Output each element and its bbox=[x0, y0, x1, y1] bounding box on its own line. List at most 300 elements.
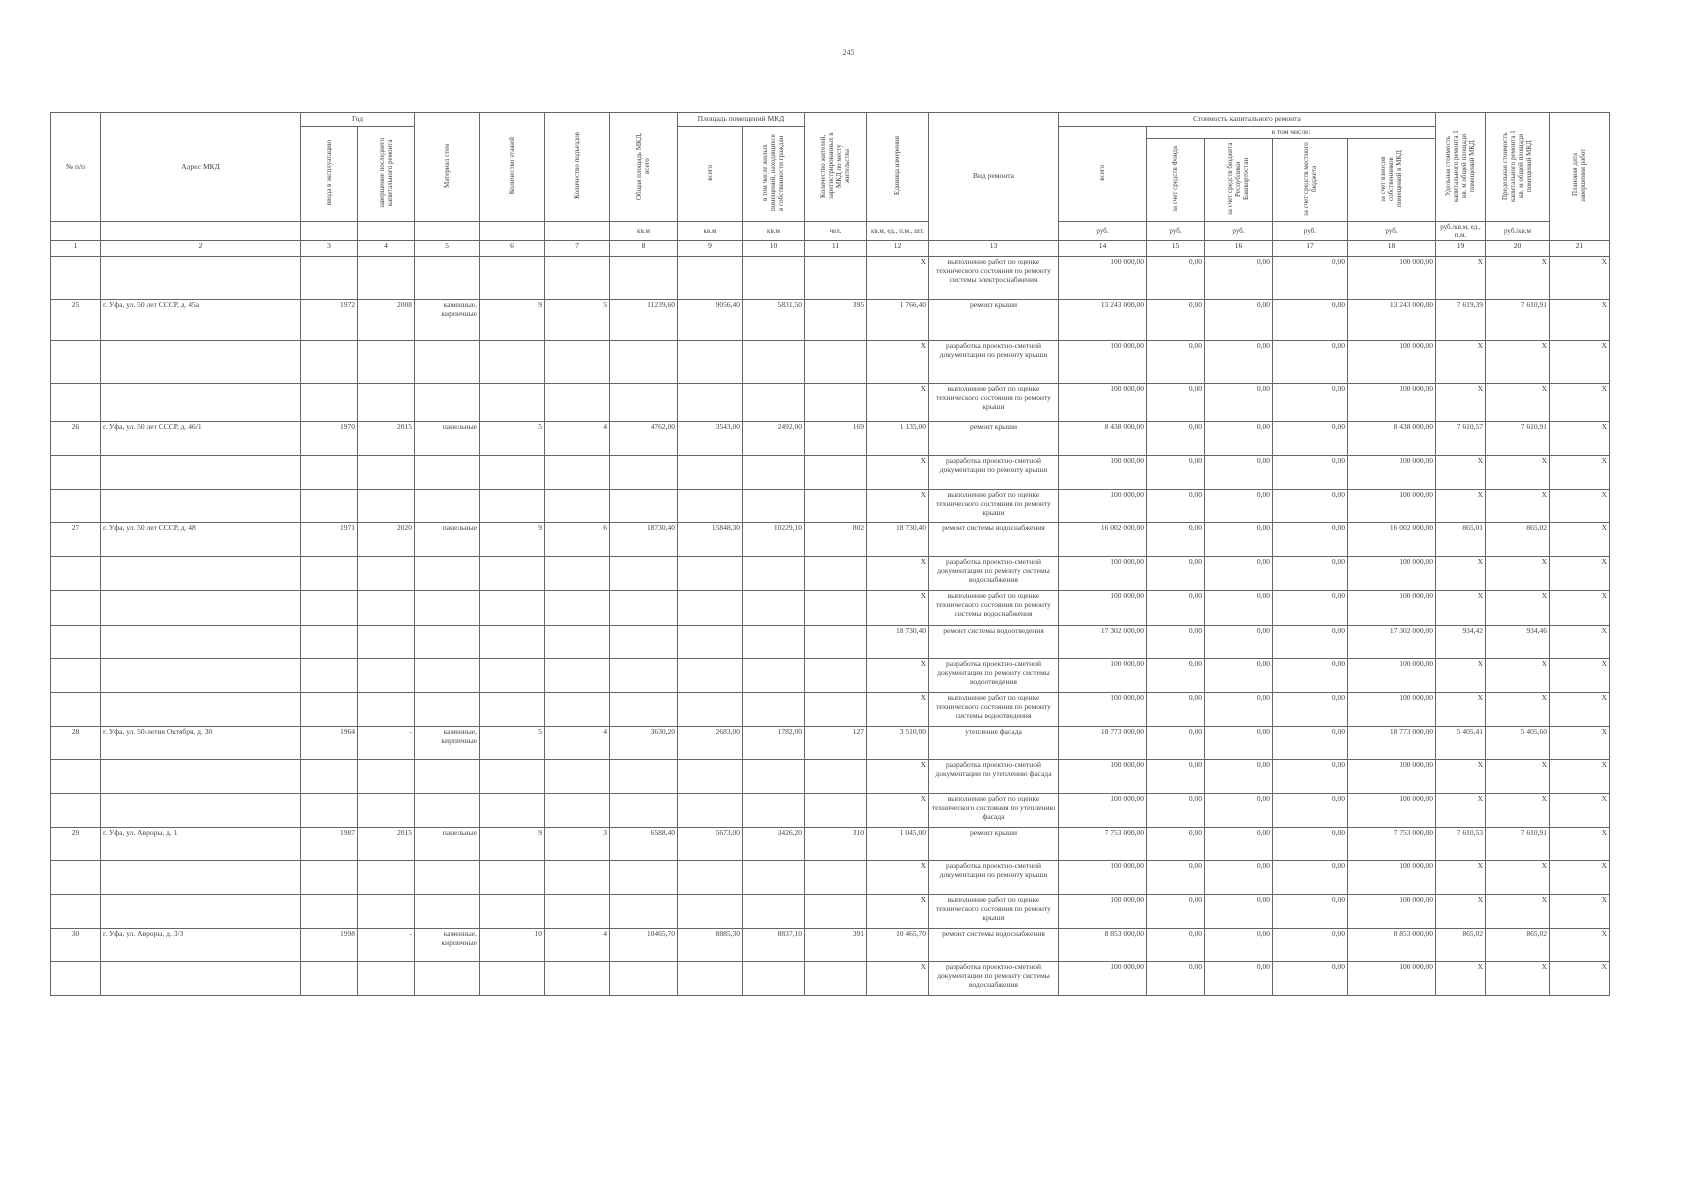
cost-fund-cell: 0,00 bbox=[1147, 523, 1205, 557]
premises-total-cell bbox=[678, 341, 743, 384]
cost-owners-cell: 100 000,00 bbox=[1348, 659, 1436, 693]
row-number: 28 bbox=[51, 727, 101, 760]
specific-cost-cell: X bbox=[1436, 895, 1486, 929]
cost-owners-cell: 100 000,00 bbox=[1348, 456, 1436, 490]
premises-residential-cell bbox=[743, 962, 805, 996]
specific-cost-cell: 7 610,53 bbox=[1436, 828, 1486, 861]
entrances-cell: 4 bbox=[545, 929, 610, 962]
cost-total-cell: 100 000,00 bbox=[1059, 257, 1147, 300]
year-last-repair-cell bbox=[358, 456, 415, 490]
residents-cell: 169 bbox=[805, 422, 867, 456]
address-cell bbox=[101, 257, 301, 300]
cost-total-cell: 100 000,00 bbox=[1059, 693, 1147, 727]
page-number: 245 bbox=[842, 48, 855, 57]
cost-fund-cell: 0,00 bbox=[1147, 794, 1205, 828]
floors-cell: 9 bbox=[480, 300, 545, 341]
unit-cell: руб. bbox=[1205, 222, 1273, 241]
premises-total-cell bbox=[678, 760, 743, 794]
year-commissioning-cell bbox=[301, 861, 358, 895]
specific-cost-cell: X bbox=[1436, 341, 1486, 384]
year-last-repair-cell: 2020 bbox=[358, 523, 415, 557]
residents-cell: 310 bbox=[805, 828, 867, 861]
column-number: 3 bbox=[301, 241, 358, 257]
table-row bbox=[51, 557, 1610, 591]
planned-date-cell: X bbox=[1550, 962, 1610, 996]
cost-local-cell: 0,00 bbox=[1273, 727, 1348, 760]
total-area-cell bbox=[610, 490, 678, 523]
limit-cost-cell: X bbox=[1486, 557, 1550, 591]
limit-cost-cell: X bbox=[1486, 962, 1550, 996]
premises-residential-cell bbox=[743, 557, 805, 591]
year-last-repair-cell bbox=[358, 861, 415, 895]
cost-local-cell: 0,00 bbox=[1273, 341, 1348, 384]
quantity-cell: X bbox=[867, 257, 929, 300]
total-area-cell bbox=[610, 895, 678, 929]
header-unit: Единица измерения bbox=[893, 136, 902, 196]
wall-material-cell bbox=[415, 626, 480, 659]
quantity-cell: 18 730,40 bbox=[867, 626, 929, 659]
premises-residential-cell bbox=[743, 794, 805, 828]
wall-material-cell bbox=[415, 490, 480, 523]
quantity-cell: X bbox=[867, 794, 929, 828]
limit-cost-cell: 5 405,60 bbox=[1486, 727, 1550, 760]
column-number: 7 bbox=[545, 241, 610, 257]
header-wall-material: Материал стен bbox=[442, 143, 451, 188]
wall-material-cell bbox=[415, 693, 480, 727]
total-area-cell: 11239,60 bbox=[610, 300, 678, 341]
floors-cell: 9 bbox=[480, 828, 545, 861]
residents-cell bbox=[805, 257, 867, 300]
floors-cell bbox=[480, 626, 545, 659]
planned-date-cell: X bbox=[1550, 929, 1610, 962]
cost-owners-cell: 16 002 000,00 bbox=[1348, 523, 1436, 557]
planned-date-cell: X bbox=[1550, 591, 1610, 626]
cost-owners-cell: 100 000,00 bbox=[1348, 257, 1436, 300]
cost-total-cell: 17 302 000,00 bbox=[1059, 626, 1147, 659]
premises-residential-cell bbox=[743, 861, 805, 895]
year-last-repair-cell: 2015 bbox=[358, 422, 415, 456]
cost-fund-cell: 0,00 bbox=[1147, 828, 1205, 861]
planned-date-cell: X bbox=[1550, 300, 1610, 341]
cost-fund-cell: 0,00 bbox=[1147, 557, 1205, 591]
premises-total-cell bbox=[678, 384, 743, 422]
address-cell bbox=[101, 341, 301, 384]
address-cell bbox=[101, 557, 301, 591]
premises-residential-cell: 2492,00 bbox=[743, 422, 805, 456]
premises-residential-cell bbox=[743, 456, 805, 490]
floors-cell: 9 bbox=[480, 523, 545, 557]
unit-cell: руб. bbox=[1147, 222, 1205, 241]
limit-cost-cell: X bbox=[1486, 456, 1550, 490]
premises-total-cell bbox=[678, 456, 743, 490]
year-commissioning-cell bbox=[301, 341, 358, 384]
planned-date-cell: X bbox=[1550, 760, 1610, 794]
premises-total-cell: 8885,30 bbox=[678, 929, 743, 962]
planned-date-cell: X bbox=[1550, 626, 1610, 659]
cost-local-cell: 0,00 bbox=[1273, 760, 1348, 794]
wall-material-cell: панельные bbox=[415, 523, 480, 557]
header-cost-fund: за счет средств Фонда bbox=[1171, 145, 1180, 212]
planned-date-cell: X bbox=[1550, 659, 1610, 693]
specific-cost-cell: X bbox=[1436, 760, 1486, 794]
row-number: 27 bbox=[51, 523, 101, 557]
year-last-repair-cell: 2015 bbox=[358, 828, 415, 861]
limit-cost-cell: X bbox=[1486, 760, 1550, 794]
quantity-cell: X bbox=[867, 760, 929, 794]
limit-cost-cell: 7 610,91 bbox=[1486, 422, 1550, 456]
wall-material-cell bbox=[415, 557, 480, 591]
total-area-cell: 6588,40 bbox=[610, 828, 678, 861]
premises-total-cell: 15848,30 bbox=[678, 523, 743, 557]
residents-cell bbox=[805, 626, 867, 659]
cost-rb-cell: 0,00 bbox=[1205, 341, 1273, 384]
premises-total-cell bbox=[678, 861, 743, 895]
quantity-cell: 3 510,00 bbox=[867, 727, 929, 760]
floors-cell bbox=[480, 257, 545, 300]
premises-total-cell: 9056,40 bbox=[678, 300, 743, 341]
cost-total-cell: 100 000,00 bbox=[1059, 456, 1147, 490]
entrances-cell bbox=[545, 794, 610, 828]
limit-cost-cell: X bbox=[1486, 693, 1550, 727]
address-cell bbox=[101, 895, 301, 929]
specific-cost-cell: X bbox=[1436, 557, 1486, 591]
cost-local-cell: 0,00 bbox=[1273, 557, 1348, 591]
address-cell bbox=[101, 490, 301, 523]
premises-total-cell bbox=[678, 693, 743, 727]
year-commissioning-cell bbox=[301, 895, 358, 929]
floors-cell bbox=[480, 456, 545, 490]
cost-owners-cell: 100 000,00 bbox=[1348, 794, 1436, 828]
repair-type-cell: выполнение работ по оценке технического состояния по ремонту крыши bbox=[929, 384, 1059, 422]
row-number bbox=[51, 257, 101, 300]
planned-date-cell: X bbox=[1550, 341, 1610, 384]
table-body bbox=[51, 257, 1610, 996]
cost-rb-cell: 0,00 bbox=[1205, 626, 1273, 659]
quantity-cell: X bbox=[867, 557, 929, 591]
cost-fund-cell: 0,00 bbox=[1147, 727, 1205, 760]
quantity-cell: X bbox=[867, 659, 929, 693]
year-commissioning-cell: 1987 bbox=[301, 828, 358, 861]
quantity-cell: X bbox=[867, 895, 929, 929]
residents-cell bbox=[805, 794, 867, 828]
premises-total-cell bbox=[678, 794, 743, 828]
column-number: 4 bbox=[358, 241, 415, 257]
cost-owners-cell: 8 853 000,00 bbox=[1348, 929, 1436, 962]
cost-local-cell: 0,00 bbox=[1273, 591, 1348, 626]
year-last-repair-cell: 2008 bbox=[358, 300, 415, 341]
repair-type-cell: выполнение работ по оценке технического состояния по ремонту крыши bbox=[929, 895, 1059, 929]
total-area-cell bbox=[610, 794, 678, 828]
quantity-cell: 1 766,40 bbox=[867, 300, 929, 341]
quantity-cell: X bbox=[867, 591, 929, 626]
cost-fund-cell: 0,00 bbox=[1147, 422, 1205, 456]
year-commissioning-cell: 1972 bbox=[301, 300, 358, 341]
floors-cell bbox=[480, 591, 545, 626]
premises-total-cell bbox=[678, 659, 743, 693]
entrances-cell bbox=[545, 962, 610, 996]
quantity-cell: X bbox=[867, 962, 929, 996]
year-last-repair-cell bbox=[358, 962, 415, 996]
year-commissioning-cell bbox=[301, 962, 358, 996]
entrances-cell: 4 bbox=[545, 727, 610, 760]
floors-cell: 10 bbox=[480, 929, 545, 962]
specific-cost-cell: 865,02 bbox=[1436, 929, 1486, 962]
header-specific-cost: Удельная стоимость капитального ремонта 1 кв. м общей площади помещений МКД bbox=[1444, 129, 1477, 202]
year-last-repair-cell bbox=[358, 591, 415, 626]
residents-cell bbox=[805, 490, 867, 523]
repair-type-cell: ремонт системы водоснабжения bbox=[929, 929, 1059, 962]
entrances-cell bbox=[545, 384, 610, 422]
unit-cell: кв.м bbox=[610, 222, 678, 241]
header-floors: Количество этажей bbox=[507, 137, 516, 195]
year-commissioning-cell bbox=[301, 456, 358, 490]
column-number: 8 bbox=[610, 241, 678, 257]
repair-type-cell: выполнение работ по оценке технического состояния по ремонту крыши bbox=[929, 490, 1059, 523]
header-cost-total: всего bbox=[1098, 164, 1107, 181]
wall-material-cell: панельные bbox=[415, 828, 480, 861]
cost-local-cell: 0,00 bbox=[1273, 794, 1348, 828]
specific-cost-cell: X bbox=[1436, 693, 1486, 727]
cost-rb-cell: 0,00 bbox=[1205, 760, 1273, 794]
cost-local-cell: 0,00 bbox=[1273, 523, 1348, 557]
cost-fund-cell: 0,00 bbox=[1147, 341, 1205, 384]
entrances-cell bbox=[545, 693, 610, 727]
header-cost-owners: за счет взносов собственников помещений в МКД bbox=[1379, 150, 1404, 208]
premises-residential-cell bbox=[743, 659, 805, 693]
row-number bbox=[51, 626, 101, 659]
wall-material-cell bbox=[415, 456, 480, 490]
cost-local-cell: 0,00 bbox=[1273, 962, 1348, 996]
row-number bbox=[51, 591, 101, 626]
planned-date-cell: X bbox=[1550, 557, 1610, 591]
residents-cell bbox=[805, 591, 867, 626]
column-number: 1 bbox=[51, 241, 101, 257]
cost-total-cell: 100 000,00 bbox=[1059, 794, 1147, 828]
entrances-cell bbox=[545, 456, 610, 490]
table-row bbox=[51, 384, 1610, 422]
cost-local-cell: 0,00 bbox=[1273, 422, 1348, 456]
row-number bbox=[51, 456, 101, 490]
table-row bbox=[51, 490, 1610, 523]
quantity-cell: X bbox=[867, 384, 929, 422]
cost-rb-cell: 0,00 bbox=[1205, 929, 1273, 962]
premises-residential-cell bbox=[743, 760, 805, 794]
floors-cell: 5 bbox=[480, 422, 545, 456]
row-number bbox=[51, 861, 101, 895]
cost-total-cell: 100 000,00 bbox=[1059, 490, 1147, 523]
cost-rb-cell: 0,00 bbox=[1205, 557, 1273, 591]
cost-local-cell: 0,00 bbox=[1273, 490, 1348, 523]
table-row bbox=[51, 422, 1610, 456]
floors-cell bbox=[480, 794, 545, 828]
repair-type-cell: разработка проектно-сметной документации по ремонту системы водоотведения bbox=[929, 659, 1059, 693]
column-number: 10 bbox=[743, 241, 805, 257]
cost-total-cell: 18 773 000,00 bbox=[1059, 727, 1147, 760]
limit-cost-cell: 865,02 bbox=[1486, 929, 1550, 962]
column-number: 2 bbox=[101, 241, 301, 257]
premises-residential-cell: 1782,00 bbox=[743, 727, 805, 760]
address-cell bbox=[101, 962, 301, 996]
entrances-cell bbox=[545, 659, 610, 693]
row-number: 30 bbox=[51, 929, 101, 962]
cost-owners-cell: 100 000,00 bbox=[1348, 591, 1436, 626]
total-area-cell bbox=[610, 760, 678, 794]
limit-cost-cell: X bbox=[1486, 591, 1550, 626]
unit-cell: руб./кв.м, ед., п.м. bbox=[1436, 222, 1486, 241]
specific-cost-cell: X bbox=[1436, 257, 1486, 300]
entrances-cell bbox=[545, 626, 610, 659]
planned-date-cell: X bbox=[1550, 828, 1610, 861]
address-cell bbox=[101, 760, 301, 794]
residents-cell bbox=[805, 384, 867, 422]
cost-total-cell: 100 000,00 bbox=[1059, 895, 1147, 929]
total-area-cell bbox=[610, 591, 678, 626]
repair-type-cell: ремонт крыши bbox=[929, 422, 1059, 456]
floors-cell bbox=[480, 659, 545, 693]
residents-cell bbox=[805, 693, 867, 727]
total-area-cell bbox=[610, 693, 678, 727]
year-last-repair-cell bbox=[358, 760, 415, 794]
limit-cost-cell: 7 610,91 bbox=[1486, 300, 1550, 341]
table-row bbox=[51, 341, 1610, 384]
column-number: 18 bbox=[1348, 241, 1436, 257]
column-number: 5 bbox=[415, 241, 480, 257]
year-commissioning-cell: 1998 bbox=[301, 929, 358, 962]
planned-date-cell: X bbox=[1550, 523, 1610, 557]
column-number: 20 bbox=[1486, 241, 1550, 257]
total-area-cell bbox=[610, 341, 678, 384]
residents-cell bbox=[805, 341, 867, 384]
table-row bbox=[51, 794, 1610, 828]
table-row bbox=[51, 626, 1610, 659]
cost-total-cell: 16 002 000,00 bbox=[1059, 523, 1147, 557]
year-last-repair-cell bbox=[358, 693, 415, 727]
total-area-cell bbox=[610, 962, 678, 996]
repair-type-cell: разработка проектно-сметной документации по ремонту крыши bbox=[929, 861, 1059, 895]
table-row bbox=[51, 257, 1610, 300]
cost-rb-cell: 0,00 bbox=[1205, 422, 1273, 456]
entrances-cell bbox=[545, 591, 610, 626]
limit-cost-cell: X bbox=[1486, 659, 1550, 693]
total-area-cell: 18730,40 bbox=[610, 523, 678, 557]
premises-total-cell bbox=[678, 591, 743, 626]
limit-cost-cell: X bbox=[1486, 257, 1550, 300]
entrances-cell: 3 bbox=[545, 828, 610, 861]
repair-type-cell: утепление фасада bbox=[929, 727, 1059, 760]
wall-material-cell bbox=[415, 794, 480, 828]
residents-cell: 395 bbox=[805, 300, 867, 341]
wall-material-cell: панельные bbox=[415, 422, 480, 456]
cost-owners-cell: 13 243 000,00 bbox=[1348, 300, 1436, 341]
header-year-last-repair: завершение последнего капитального ремонта bbox=[377, 137, 394, 208]
column-number: 15 bbox=[1147, 241, 1205, 257]
cost-local-cell: 0,00 bbox=[1273, 626, 1348, 659]
address-cell bbox=[101, 456, 301, 490]
entrances-cell bbox=[545, 557, 610, 591]
header-year-commissioning: ввода в эксплуатацию bbox=[324, 140, 333, 206]
total-area-cell bbox=[610, 659, 678, 693]
year-commissioning-cell bbox=[301, 760, 358, 794]
address-cell: г. Уфа, ул. Авроры, д. 3/3 bbox=[101, 929, 301, 962]
column-number: 21 bbox=[1550, 241, 1610, 257]
cost-total-cell: 100 000,00 bbox=[1059, 659, 1147, 693]
cost-owners-cell: 100 000,00 bbox=[1348, 557, 1436, 591]
floors-cell bbox=[480, 962, 545, 996]
quantity-cell: X bbox=[867, 861, 929, 895]
year-last-repair-cell: - bbox=[358, 727, 415, 760]
premises-residential-cell bbox=[743, 257, 805, 300]
year-commissioning-cell bbox=[301, 384, 358, 422]
year-commissioning-cell: 1970 bbox=[301, 422, 358, 456]
limit-cost-cell: X bbox=[1486, 384, 1550, 422]
total-area-cell bbox=[610, 626, 678, 659]
header-address: Адрес МКД bbox=[101, 113, 301, 222]
year-commissioning-cell bbox=[301, 257, 358, 300]
address-cell bbox=[101, 693, 301, 727]
table-row bbox=[51, 523, 1610, 557]
specific-cost-cell: X bbox=[1436, 490, 1486, 523]
cost-owners-cell: 100 000,00 bbox=[1348, 341, 1436, 384]
cost-local-cell: 0,00 bbox=[1273, 384, 1348, 422]
repair-type-cell: выполнение работ по оценке технического состояния по ремонту системы водоотведения bbox=[929, 693, 1059, 727]
planned-date-cell: X bbox=[1550, 456, 1610, 490]
cost-fund-cell: 0,00 bbox=[1147, 861, 1205, 895]
floors-cell bbox=[480, 693, 545, 727]
premises-total-cell bbox=[678, 557, 743, 591]
column-number: 19 bbox=[1436, 241, 1486, 257]
entrances-cell bbox=[545, 760, 610, 794]
address-cell: г. Уфа, ул. 50 лет СССР, д. 46/1 bbox=[101, 422, 301, 456]
cost-rb-cell: 0,00 bbox=[1205, 727, 1273, 760]
address-cell: г. Уфа, ул. 50 лет СССР, д. 45а bbox=[101, 300, 301, 341]
cost-fund-cell: 0,00 bbox=[1147, 895, 1205, 929]
residents-cell: 391 bbox=[805, 929, 867, 962]
table-row bbox=[51, 861, 1610, 895]
header-premises-area: Площадь помещений МКД bbox=[678, 113, 805, 127]
residents-cell bbox=[805, 962, 867, 996]
address-cell: г. Уфа, ул. 50-летия Октября, д. 30 bbox=[101, 727, 301, 760]
entrances-cell: 5 bbox=[545, 300, 610, 341]
specific-cost-cell: 934,42 bbox=[1436, 626, 1486, 659]
premises-total-cell bbox=[678, 257, 743, 300]
limit-cost-cell: 7 610,91 bbox=[1486, 828, 1550, 861]
planned-date-cell: X bbox=[1550, 257, 1610, 300]
table-row bbox=[51, 591, 1610, 626]
total-area-cell: 4762,00 bbox=[610, 422, 678, 456]
wall-material-cell bbox=[415, 257, 480, 300]
row-number: 26 bbox=[51, 422, 101, 456]
planned-date-cell: X bbox=[1550, 727, 1610, 760]
specific-cost-cell: X bbox=[1436, 659, 1486, 693]
address-cell: г. Уфа, ул. Авроры, д. 1 bbox=[101, 828, 301, 861]
limit-cost-cell: X bbox=[1486, 490, 1550, 523]
wall-material-cell bbox=[415, 384, 480, 422]
cost-fund-cell: 0,00 bbox=[1147, 591, 1205, 626]
repair-type-cell: разработка проектно-сметной документации по утеплению фасада bbox=[929, 760, 1059, 794]
wall-material-cell bbox=[415, 659, 480, 693]
header-cost-group: Стоимость капитального ремонта bbox=[1059, 113, 1436, 127]
planned-date-cell: X bbox=[1550, 794, 1610, 828]
quantity-cell: X bbox=[867, 341, 929, 384]
unit-cell: кв.м bbox=[743, 222, 805, 241]
cost-rb-cell: 0,00 bbox=[1205, 591, 1273, 626]
premises-residential-cell: 3426,20 bbox=[743, 828, 805, 861]
residents-cell bbox=[805, 557, 867, 591]
address-cell bbox=[101, 626, 301, 659]
quantity-cell: X bbox=[867, 456, 929, 490]
row-number bbox=[51, 895, 101, 929]
premises-residential-cell: 10229,10 bbox=[743, 523, 805, 557]
